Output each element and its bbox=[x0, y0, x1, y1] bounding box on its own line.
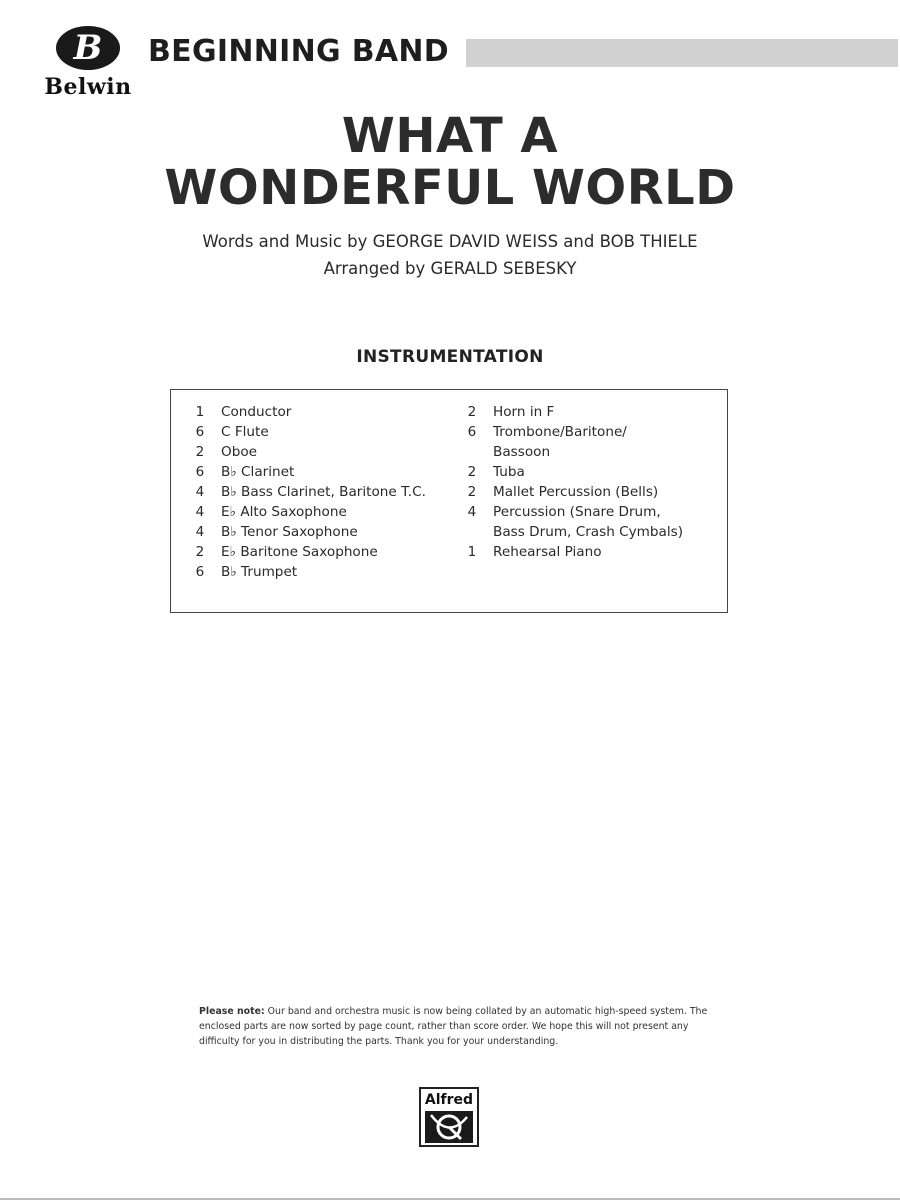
instrument-qty: 4 bbox=[195, 484, 205, 500]
title-line-1: WHAT A bbox=[341, 108, 559, 164]
instrument-name: Rehearsal Piano bbox=[493, 544, 602, 560]
instrument-qty: 4 bbox=[467, 504, 477, 520]
instrument-qty: 2 bbox=[195, 444, 205, 460]
instrument-qty: 6 bbox=[195, 424, 205, 440]
arranger-credit: Arranged by GERALD SEBESKY bbox=[323, 259, 577, 278]
instrument-name: Percussion (Snare Drum, bbox=[493, 504, 661, 520]
instrument-qty: 6 bbox=[195, 564, 205, 580]
instrument-name: Mallet Percussion (Bells) bbox=[493, 484, 659, 500]
instrument-name: Horn in F bbox=[493, 404, 555, 420]
instrument-qty: 2 bbox=[195, 544, 205, 560]
alfred-logo bbox=[419, 1087, 479, 1147]
instrument-name: C Flute bbox=[221, 424, 269, 440]
belwin-logo-text: Belwin bbox=[44, 74, 132, 100]
instrument-name: Tuba bbox=[493, 464, 525, 480]
instrument-name: Trombone/Baritone/ bbox=[493, 424, 627, 440]
instrument-name: B♭ Tenor Saxophone bbox=[221, 524, 358, 540]
alfred-emblem-icon bbox=[425, 1111, 473, 1143]
instrument-name: E♭ Alto Saxophone bbox=[221, 504, 347, 520]
belwin-logo bbox=[32, 22, 144, 102]
composer-credit: Words and Music by GEORGE DAVID WEISS and BOB THIELE bbox=[202, 232, 698, 251]
instrument-name: Bassoon bbox=[493, 444, 551, 460]
instrument-qty: 1 bbox=[195, 404, 205, 420]
title-line-2: WONDERFUL WORLD bbox=[164, 160, 736, 216]
instrument-name: Oboe bbox=[221, 444, 258, 460]
instrument-qty: 6 bbox=[195, 464, 205, 480]
instrument-qty: 2 bbox=[467, 484, 477, 500]
alfred-logo-text: Alfred bbox=[424, 1092, 474, 1108]
instrument-name: Bass Drum, Crash Cymbals) bbox=[493, 524, 684, 540]
instrumentation-heading: INSTRUMENTATION bbox=[356, 347, 544, 367]
series-banner-bar bbox=[466, 39, 898, 67]
belwin-b-icon: B bbox=[56, 26, 120, 70]
instrument-name: E♭ Baritone Saxophone bbox=[221, 544, 378, 560]
instrument-name: B♭ Trumpet bbox=[221, 564, 298, 580]
note-label: Please note: bbox=[199, 1006, 265, 1017]
instrument-name: B♭ Bass Clarinet, Baritone T.C. bbox=[221, 484, 426, 500]
instrument-qty: 6 bbox=[467, 424, 477, 440]
instrument-qty: 1 bbox=[467, 544, 477, 560]
instrument-qty: 2 bbox=[467, 404, 477, 420]
instrument-qty: 4 bbox=[195, 504, 205, 520]
instrument-qty: 2 bbox=[467, 464, 477, 480]
collation-note bbox=[199, 1004, 719, 1049]
note-text: Our band and orchestra music is now being collated by an automatic high-speed system. The enclosed parts are now sorted by page count, rather than score order. We hope this will not present any difficulty for you in distributing the parts. Thank you for your understanding. bbox=[199, 1006, 708, 1047]
instrument-name: Conductor bbox=[221, 404, 292, 420]
series-title: BEGINNING BAND bbox=[148, 34, 449, 69]
instrumentation-box bbox=[170, 389, 728, 613]
instrument-name: B♭ Clarinet bbox=[221, 464, 295, 480]
instrument-qty: 4 bbox=[195, 524, 205, 540]
